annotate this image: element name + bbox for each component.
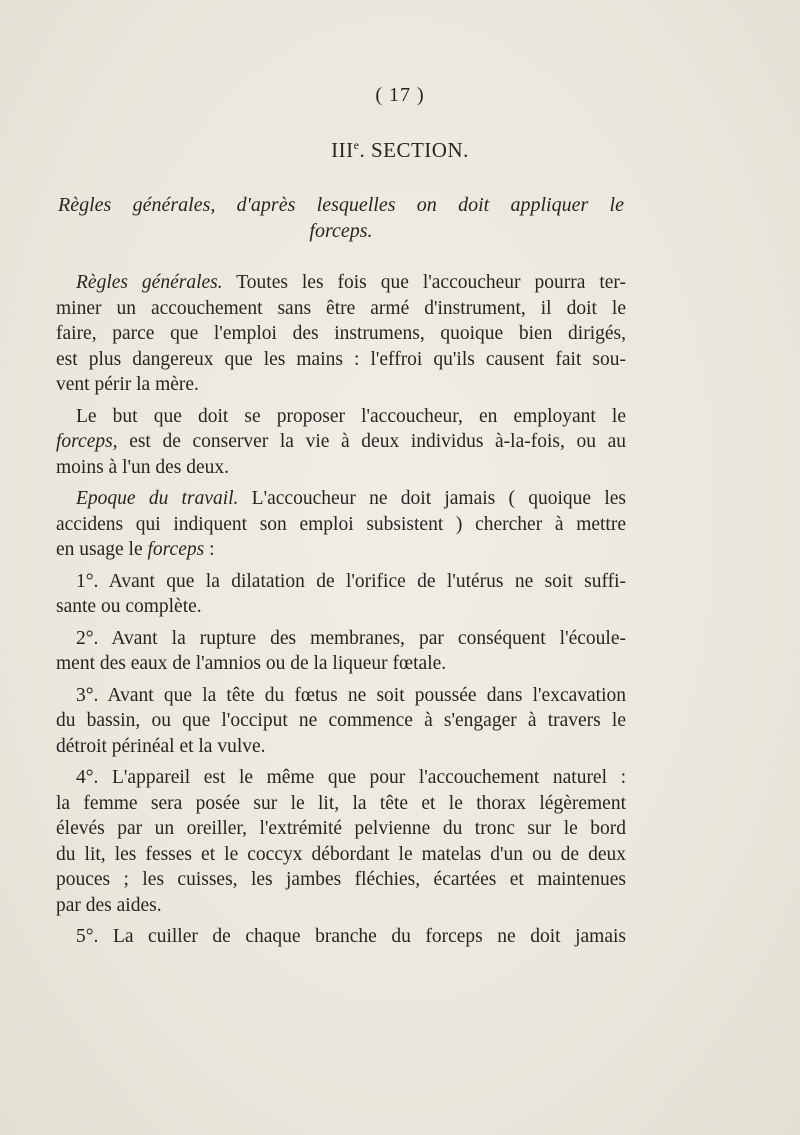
section-label: . SECTION. (359, 138, 469, 162)
paragraph-lead: Epoque du travail. (76, 488, 239, 509)
text-line: miner un accouchement sans être armé d'instrument, il doit le (56, 297, 626, 319)
page-number: ( 17 ) (375, 84, 425, 106)
subtitle-line-1: Règles générales, d'après lesquelles on doit appliquer le (58, 194, 624, 216)
section-numeral-suffix: e (353, 138, 360, 152)
text-line: vent périr la mère. (56, 374, 199, 395)
text-line: moins à l'un des deux. (56, 456, 230, 478)
text-line: Epoque du travail. L'accoucheur ne doit jamais ( quoique les (76, 488, 626, 509)
text-line: ment des eaux de l'amnios ou de la liqueur fœtale. (56, 653, 447, 674)
text-line: 3°. Avant que la tête du fœtus ne soit poussée dans l'excavation (76, 684, 626, 706)
text-line: élevés par un oreiller, l'extrémité pelvienne du tronc sur le bord (56, 818, 626, 839)
text-line: accidens qui indiquent son emploi subsistent ) chercher à mettre (56, 513, 626, 535)
text-line: en usage le forceps : (56, 539, 215, 560)
paragraph-epoque-du-travail (56, 486, 626, 563)
text-line: Le but que doit se proposer l'accoucheur, en employant le (76, 405, 626, 427)
text-line: sante ou complète. (56, 596, 202, 617)
italic-word: forceps (147, 539, 205, 560)
text-line: du lit, les fesses et le coccyx débordant le matelas d'un ou de deux (56, 843, 626, 865)
body-text (56, 270, 626, 956)
list-item (56, 683, 626, 760)
paragraph-regles-generales (56, 270, 626, 398)
text-line: 4°. L'appareil est le même que pour l'accouchement naturel : (76, 767, 626, 788)
subtitle-line-2: forceps. (309, 220, 373, 242)
text-line: Règles générales. Toutes les fois que l'accoucheur pourra ter- (76, 272, 626, 293)
text-line: par des aides. (56, 894, 162, 916)
text-line: du bassin, ou que l'occiput ne commence à s'engager à travers le (56, 710, 626, 731)
text-line: 1°. Avant que la dilatation de l'orifice de l'utérus ne soit suffi- (76, 570, 626, 592)
text-line: forceps, est de conserver la vie à deux individus à-la-fois, ou au (56, 431, 627, 452)
text-line: 2°. Avant la rupture des membranes, par conséquent l'écoule- (76, 627, 626, 649)
list-item (56, 924, 626, 950)
text-line: 5°. La cuiller de chaque branche du forceps ne doit jamais (76, 926, 626, 947)
section-heading (0, 138, 800, 163)
text-line: faire, parce que l'emploi des instrumens, quoique bien dirigés, (56, 323, 626, 344)
paragraph-lead: Règles générales. (76, 272, 223, 293)
text-line: détroit périnéal et la vulve. (56, 735, 266, 757)
list-item (56, 569, 626, 620)
list-item (56, 765, 626, 918)
paragraph-but (56, 404, 626, 481)
italic-word: forceps, (56, 431, 118, 452)
text-line: la femme sera posée sur le lit, la tête et le thorax légèrement (56, 792, 626, 814)
section-subtitle (58, 192, 624, 244)
text-line: est plus dangereux que les mains : l'effroi qu'ils causent fait sou- (56, 348, 626, 370)
text-line: pouces ; les cuisses, les jambes fléchies, écartées et maintenues (56, 869, 626, 890)
section-numeral: III (331, 138, 354, 162)
list-item (56, 626, 626, 677)
